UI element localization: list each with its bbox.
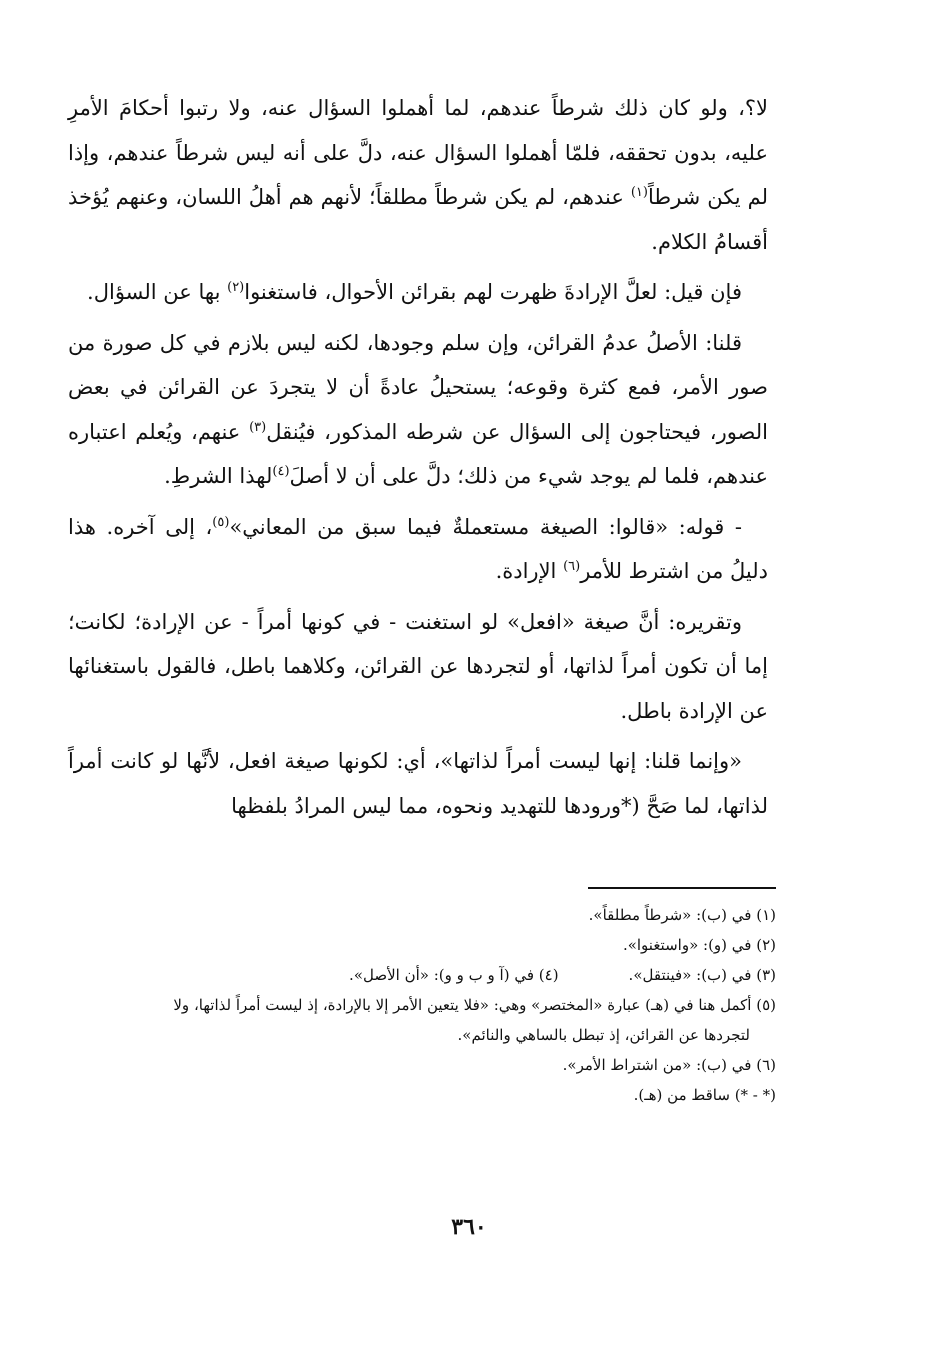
paragraph-4 (68, 505, 768, 594)
footnote-separator (588, 887, 776, 889)
footnote-1: (١) في (ب): «شرطاً مطلقاً». (588, 906, 776, 924)
paragraph-2-tail: بها عن السؤال. (87, 280, 228, 304)
paragraph-4-mid: ، إلى آخره. هذا دليلُ من اشترط للأمر (68, 514, 768, 583)
paragraph-2 (68, 270, 768, 315)
footnote-row-3-4 (80, 960, 776, 990)
footnote-6: (٦) في (ب): «من اشتراط الأمر». (562, 1056, 776, 1074)
paragraph-5-text: وتقريره: أنَّ صيغة «افعل» لو استغنت - في كونها أمراً - عن الإرادة؛ لكانت؛ إما أن تكون أمراً لذاتها، أو لتجردها عن القرائن، وكلاهما باطل، فالقول باستغنائها عن الإرادة باطل. (68, 609, 768, 723)
paragraph-2-text: فإن قيل: لعلَّ الإرادةَ ظهرت لهم بقرائن الأحوال، فاستغنوا (244, 280, 742, 304)
footnote-7: (* - *) ساقط من (هـ). (633, 1086, 776, 1104)
footnote-ref-4: (٤) (272, 464, 290, 479)
paragraph-4-text: - قوله: «قالوا: الصيغة مستعملةٌ فيما سبق من المعاني» (229, 514, 742, 539)
footnote-4: (٤) في (آ و ب و و): «أن الأصل». (349, 966, 559, 984)
paragraph-1-text: لا؟، ولو كان ذلك شرطاً عندهم، لما أهملوا السؤال عنه، ولا رتبوا أحكامَ الأمرِ عليه، بدون تحققه، فلمّا أهملوا السؤال عنه، دلَّ على أنه ليس شرطاً عندهم، وإذا لم يكن شرطاً (68, 96, 768, 209)
paragraph-6 (68, 739, 768, 828)
footnote-3: (٣) في (ب): «فينتقل». (628, 966, 776, 984)
paragraph-4-tail: الإرادة. (495, 559, 564, 583)
footnote-ref-1: (١) (630, 185, 648, 200)
paragraph-3 (68, 321, 768, 499)
paragraph-1 (68, 86, 768, 264)
footnote-2: (٢) في (و): «واستغنوا». (622, 936, 776, 954)
footnote-5-continuation: لتجردها عن القرائن، إذ تبطل بالساهي والنائم». (457, 1026, 750, 1044)
footnote-5: (٥) أكمل هنا في (هـ) عبارة «المختصر» وهي: «فلا يتعين الأمر إلا بالإرادة، إذ ليست أمراً لذاتها، ولا (173, 996, 776, 1014)
paragraph-5 (68, 600, 768, 734)
paragraph-6-text: «وإنما قلنا: إنها ليست أمراً لذاتها»، أي: لكونها صيغة افعل، لأنَّها لو كانت أمراً لذاتها، لما صَحَّ (*ورودها للتهديد ونحوه، مما ليس المرادُ بلفظها (68, 749, 768, 818)
footnotes (80, 900, 776, 1110)
paragraph-3-text: قلنا: الأصلُ عدمُ القرائن، وإن سلم وجودها، لكنه ليس بلازم في كل صورة من صور الأمر، فمع كثرة وقوعه؛ يستحيلُ عادةً أن لا يتجردَ عن القرائن في بعض الصور، فيحتاجون إلى السؤال عن شرطه المذكور، فيُنقل (68, 330, 769, 444)
main-text (68, 86, 768, 834)
page-number: ٣٦٠ (451, 1214, 487, 1240)
paragraph-1-tail: عندهم، لم يكن شرطاً مطلقاً؛ لأنهم هم أهلُ اللسان، وعنهم يُؤخذ أقسامُ الكلام. (68, 185, 768, 254)
footnote-ref-2: (٢) (227, 280, 245, 295)
paragraph-3-tail: لهذا الشرطِ. (164, 464, 273, 488)
paragraph-3-mid: عنهم، ويُعلم اعتباره عندهم، فلما لم يوجد شيء من ذلك؛ دلَّ على أن لا أصلَ (68, 419, 768, 488)
footnote-ref-6: (٦) (563, 559, 581, 574)
footnote-ref-3: (٣) (249, 419, 267, 435)
footnote-ref-5: (٥) (212, 514, 230, 530)
